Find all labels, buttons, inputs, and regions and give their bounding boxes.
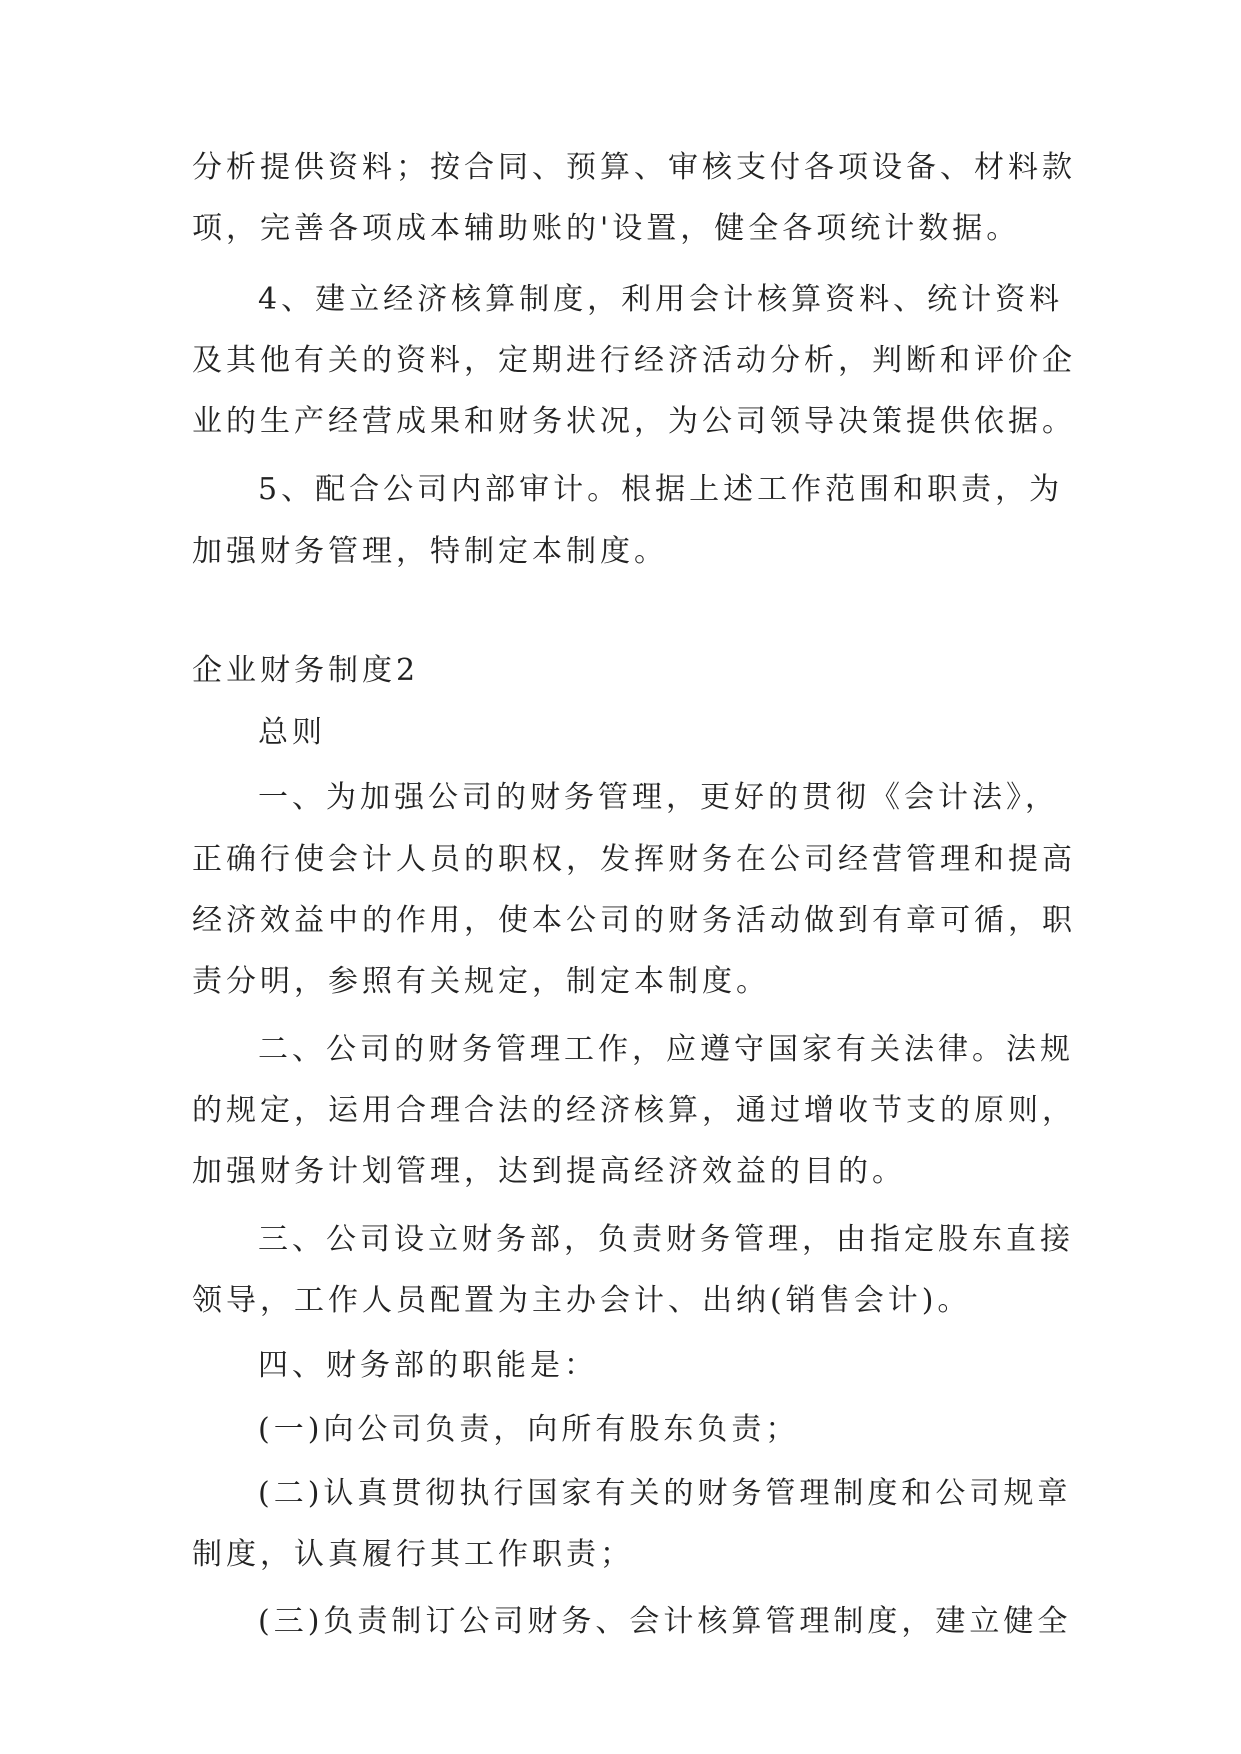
section-title: 企业财务制度2	[192, 653, 420, 688]
list-item-3: (三)负责制订公司财务、会计核算管理制度，建立健全	[258, 1604, 1072, 1639]
paragraph-item-5: 5、配合公司内部审计。根据上述工作范围和职责，为	[258, 472, 1064, 507]
paragraph-item-three: 三、公司设立财务部，负责财务管理，由指定股东直接	[258, 1222, 1074, 1257]
text-line: 加强财务管理，特制定本制度。	[192, 534, 668, 569]
text-line: 制度，认真履行其工作职责；	[192, 1537, 634, 1572]
paragraph-item-4: 4、建立经济核算制度，利用会计核算资料、统计资料	[258, 282, 1064, 317]
text-line: 责分明，参照有关规定，制定本制度。	[192, 964, 770, 999]
paragraph-item-two: 二、公司的财务管理工作，应遵守国家有关法律。法规	[258, 1032, 1074, 1067]
text-line: 的规定，运用合理合法的经济核算，通过增收节支的原则，	[192, 1093, 1076, 1128]
text-line: 业的生产经营成果和财务状况，为公司领导决策提供依据。	[192, 404, 1076, 439]
text-line: 领导，工作人员配置为主办会计、出纳(销售会计)。	[192, 1283, 972, 1318]
text-line: 经济效益中的作用，使本公司的财务活动做到有章可循，职	[192, 903, 1076, 938]
section-subtitle: 总则	[258, 715, 326, 750]
list-item-2: (二)认真贯彻执行国家有关的财务管理制度和公司规章	[258, 1476, 1072, 1511]
paragraph-item-one: 一、为加强公司的财务管理，更好的贯彻《会计法》，	[258, 780, 1059, 815]
list-item-1: (一)向公司负责，向所有股东负责；	[258, 1412, 800, 1447]
paragraph-item-four: 四、财务部的职能是：	[258, 1348, 598, 1383]
text-line: 及其他有关的资料，定期进行经济活动分析，判断和评价企	[192, 343, 1076, 378]
text-line: 正确行使会计人员的职权，发挥财务在公司经营管理和提高	[192, 842, 1076, 877]
text-line: 分析提供资料；按合同、预算、审核支付各项设备、材料款	[192, 150, 1076, 185]
text-line: 加强财务计划管理，达到提高经济效益的目的。	[192, 1154, 906, 1189]
text-line: 项，完善各项成本辅助账的'设置，健全各项统计数据。	[192, 211, 1021, 246]
